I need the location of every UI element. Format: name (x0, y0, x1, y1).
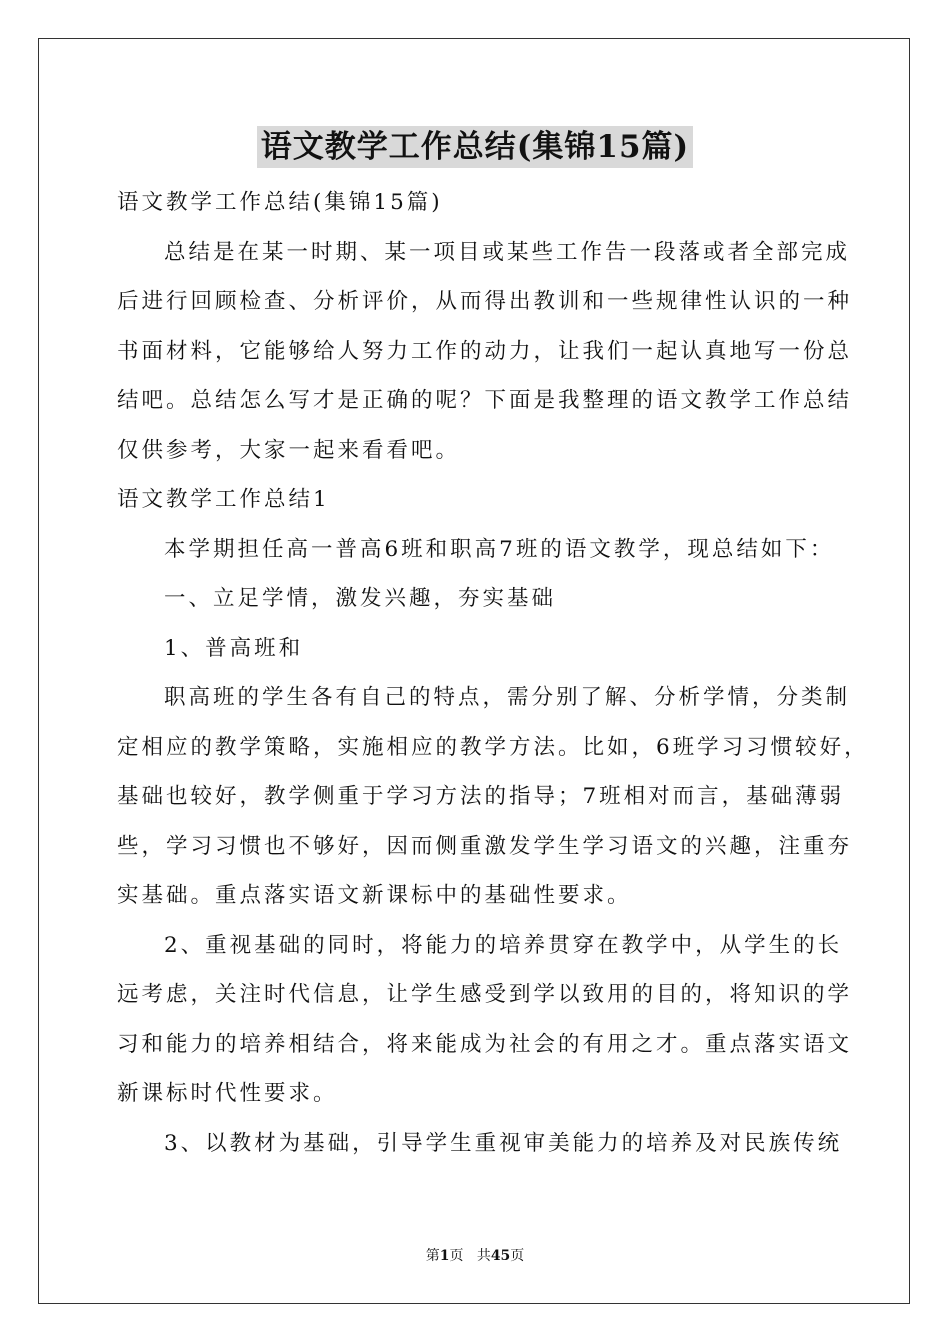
total-suffix: 页 (510, 1248, 525, 1264)
text-line: 本学期担任高一普高6班和职高7班的语文教学，现总结如下： (164, 536, 835, 562)
title-area (0, 126, 950, 168)
text-line: 3、以教材为基础，引导学生重视审美能力的培养及对民族传统 (164, 1130, 843, 1156)
page-suffix: 页 (449, 1248, 464, 1264)
total-prefix: 共 (476, 1248, 491, 1264)
page-footer (0, 1246, 950, 1266)
text-line: 基础也较好，教学侧重于学习方法的指导；7班相对而言，基础薄弱 (117, 784, 845, 809)
text-line: 习和能力的培养相结合，将来能成为社会的有用之才。重点落实语文 (117, 1031, 853, 1057)
text-line: 职高班的学生各有自己的特点，需分别了解、分析学情，分类制 (164, 685, 851, 710)
text-line: 一、立足学情，激发兴趣，夯实基础 (164, 586, 557, 611)
text-line: 2、重视基础的同时，将能力的培养贯穿在教学中，从学生的长 (164, 932, 843, 958)
text-line: 仅供参考，大家一起来看看吧。 (117, 437, 461, 463)
document-title: 语文教学工作总结(集锦15篇) (257, 126, 693, 168)
total-pages: 45 (490, 1248, 511, 1264)
text-line: 新课标时代性要求。 (117, 1081, 338, 1106)
text-line: 后进行回顾检查、分析评价，从而得出教训和一些规律性认识的一种 (117, 289, 853, 314)
text-line: 定相应的教学策略，实施相应的教学方法。比如，6班学习习惯较好， (117, 734, 869, 760)
document-body (117, 178, 869, 1168)
text-line: 总结是在某一时期、某一项目或某些工作告一段落或者全部完成 (164, 239, 851, 265)
text-line: 些，学习习惯也不够好，因而侧重激发学生学习语文的兴趣，注重夯 (117, 833, 853, 859)
page-prefix: 第 (425, 1248, 440, 1264)
text-line: 实基础。重点落实语文新课标中的基础性要求。 (117, 883, 632, 908)
text-line: 远考虑，关注时代信息，让学生感受到学以致用的目的，将知识的学 (117, 982, 853, 1007)
text-line: 语文教学工作总结1 (117, 487, 330, 512)
text-line: 结吧。总结怎么写才是正确的呢？下面是我整理的语文教学工作总结 (117, 388, 853, 413)
text-line: 语文教学工作总结(集锦15篇) (117, 190, 443, 215)
text-line: 书面材料，它能够给人努力工作的动力，让我们一起认真地写一份总 (117, 338, 853, 364)
text-line: 1、普高班和 (164, 635, 304, 661)
page-number: 1 (439, 1248, 450, 1264)
